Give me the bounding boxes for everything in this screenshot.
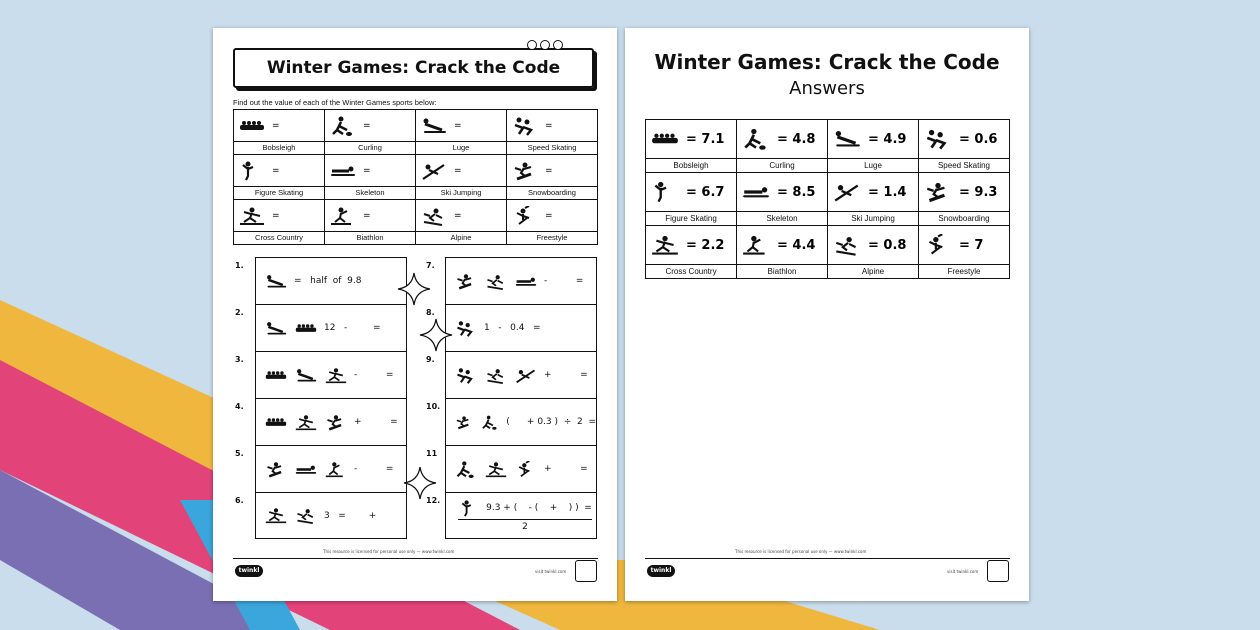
- question-box: [445, 398, 597, 445]
- luge-icon: [264, 273, 288, 290]
- equals-sign: =: [272, 165, 280, 176]
- answer-value: = 6.7: [686, 184, 725, 200]
- alpine-icon: [832, 234, 862, 256]
- figure-skating-icon: [458, 500, 482, 517]
- sport-key-cell: [416, 155, 507, 200]
- bobsleigh-icon: [650, 128, 680, 150]
- sport-label: Alpine: [416, 231, 506, 244]
- sport-label: Ski Jumping: [828, 211, 918, 225]
- sport-label: Speed Skating: [919, 158, 1009, 172]
- luge-icon: [832, 128, 862, 150]
- footer-url: visit twinkl.com: [535, 569, 567, 574]
- sport-label: Skeleton: [325, 186, 415, 199]
- question-expression: - =: [354, 464, 394, 474]
- answer-value: = 4.9: [868, 131, 907, 147]
- sparkle-icon: [403, 466, 437, 500]
- answer-value: = 4.8: [777, 131, 816, 147]
- answer-cell: [828, 173, 919, 226]
- sport-key-cell: [234, 110, 325, 155]
- answer-cell: [737, 173, 828, 226]
- question-expression: + =: [544, 464, 588, 474]
- alpine-icon: [420, 206, 448, 226]
- skeleton-icon: [514, 273, 538, 290]
- answer-cell: [646, 120, 737, 173]
- freestyle-icon: [514, 461, 538, 478]
- question-expression: + =: [544, 370, 588, 380]
- equals-sign: =: [454, 210, 462, 221]
- sport-label: Luge: [416, 141, 506, 154]
- sport-key-cell: [325, 110, 416, 155]
- sport-label: Figure Skating: [646, 211, 736, 225]
- cross-country-icon: [294, 414, 318, 431]
- equals-sign: =: [545, 120, 553, 131]
- equals-sign: =: [272, 120, 280, 131]
- sport-label: Cross Country: [234, 231, 324, 244]
- cross-country-icon: [238, 206, 266, 226]
- footer-note: This resource is licensed for personal use only — www.twinkl.com: [735, 549, 867, 554]
- speed-skating-icon: [454, 367, 478, 384]
- sport-key-cell: [234, 200, 325, 245]
- answer-cell: [919, 120, 1010, 173]
- sport-label: Biathlon: [325, 231, 415, 244]
- sport-label: Biathlon: [737, 264, 827, 278]
- sport-key-cell: [416, 200, 507, 245]
- decorative-circles: [527, 40, 563, 50]
- footer-divider: [645, 558, 1010, 559]
- answer-cell: [828, 226, 919, 279]
- question-number: 5.: [235, 449, 244, 458]
- question-number: 8.: [426, 308, 435, 317]
- question-number: 2.: [235, 308, 244, 317]
- question-denominator: 2: [522, 521, 528, 532]
- worksheet-title: Winter Games: Crack the Code: [266, 58, 561, 78]
- question-expression: 1 - 0.4 =: [484, 323, 541, 333]
- alpine-icon: [294, 507, 318, 524]
- worksheet-page: [213, 28, 617, 601]
- worksheet-title-box: [233, 48, 594, 88]
- bobsleigh-icon: [264, 414, 288, 431]
- question-expression: ( + 0.3 ) ÷ 2 =: [506, 417, 596, 427]
- question-expression: - =: [544, 276, 584, 286]
- sport-key-cell: [507, 155, 598, 200]
- snowboarding-icon: [454, 273, 478, 290]
- luge-icon: [294, 367, 318, 384]
- speed-skating-icon: [511, 116, 539, 136]
- biathlon-icon: [324, 461, 348, 478]
- instruction-text: Find out the value of each of the Winter Games sports below:: [233, 98, 437, 107]
- sport-key-cell: [507, 110, 598, 155]
- equals-sign: =: [363, 210, 371, 221]
- equals-sign: =: [454, 120, 462, 131]
- sport-key-cell: [325, 200, 416, 245]
- sport-label: Freestyle: [507, 231, 597, 244]
- sport-key-cell: [416, 110, 507, 155]
- question-box: [255, 445, 407, 492]
- question-expression: - =: [354, 370, 394, 380]
- question-box: [255, 257, 407, 304]
- sport-label: Figure Skating: [234, 186, 324, 199]
- question-number: 9.: [426, 355, 435, 364]
- biathlon-icon: [741, 234, 771, 256]
- bobsleigh-icon: [238, 116, 266, 136]
- question-box: [255, 398, 407, 445]
- figure-skating-icon: [650, 181, 680, 203]
- question-number: 3.: [235, 355, 244, 364]
- curling-icon: [454, 461, 478, 478]
- answers-grid: [645, 119, 1010, 279]
- sport-key-cell: [234, 155, 325, 200]
- skeleton-icon: [741, 181, 771, 203]
- footer-divider: [233, 558, 598, 559]
- luge-icon: [264, 320, 288, 337]
- sport-label: Curling: [737, 158, 827, 172]
- question-expression: + =: [354, 417, 398, 427]
- alpine-icon: [484, 273, 508, 290]
- biathlon-icon: [329, 206, 357, 226]
- answers-title: Winter Games: Crack the Code: [654, 50, 1000, 74]
- sport-label: Alpine: [828, 264, 918, 278]
- sport-label: Snowboarding: [919, 211, 1009, 225]
- snowboarding-icon: [324, 414, 348, 431]
- answer-value: = 0.8: [868, 237, 907, 253]
- ski-jumping-icon: [832, 181, 862, 203]
- answer-value: = 0.6: [959, 131, 998, 147]
- question-box: [445, 445, 597, 492]
- answer-value: = 7: [959, 237, 984, 253]
- sport-label: Bobsleigh: [234, 141, 324, 154]
- equals-sign: =: [545, 165, 553, 176]
- answer-cell: [828, 120, 919, 173]
- answer-value: = 9.3: [959, 184, 998, 200]
- twinkl-logo: twinkl: [235, 565, 263, 577]
- sport-label: Freestyle: [919, 264, 1009, 278]
- answer-value: = 1.4: [868, 184, 907, 200]
- answer-cell: [737, 226, 828, 279]
- curling-icon: [329, 116, 357, 136]
- question-number: 1.: [235, 261, 244, 270]
- sport-label: Ski Jumping: [416, 186, 506, 199]
- question-number: 7.: [426, 261, 435, 270]
- equals-sign: =: [363, 120, 371, 131]
- answers-subtitle: Answers: [789, 78, 865, 99]
- snowboarding-icon: [454, 414, 474, 431]
- answer-value: = 7.1: [686, 131, 725, 147]
- speed-skating-icon: [454, 320, 478, 337]
- ski-jumping-icon: [420, 161, 448, 181]
- snowboarding-icon: [923, 181, 953, 203]
- skeleton-icon: [329, 161, 357, 181]
- ski-jumping-icon: [514, 367, 538, 384]
- question-expression: 12 - =: [324, 323, 381, 333]
- badge-icon: [987, 560, 1009, 582]
- sport-key-cell: [325, 155, 416, 200]
- question-box: [445, 304, 597, 351]
- sparkle-icon: [397, 272, 431, 306]
- question-expression: 3 = +: [324, 510, 377, 521]
- luge-icon: [420, 116, 448, 136]
- cross-country-icon: [264, 507, 288, 524]
- cross-country-icon: [484, 461, 508, 478]
- answer-cell: [646, 226, 737, 279]
- sport-label: Cross Country: [646, 264, 736, 278]
- question-box: [445, 492, 597, 539]
- bobsleigh-icon: [294, 320, 318, 337]
- sparkle-icon: [419, 318, 453, 352]
- sport-label: Curling: [325, 141, 415, 154]
- question-box: [445, 257, 597, 304]
- sport-label: Snowboarding: [507, 186, 597, 199]
- question-number: 6.: [235, 496, 244, 505]
- snowboarding-icon: [511, 161, 539, 181]
- sport-label: Bobsleigh: [646, 158, 736, 172]
- sports-key-grid: [233, 109, 598, 245]
- freestyle-icon: [511, 206, 539, 226]
- curling-icon: [480, 414, 500, 431]
- question-box: [255, 351, 407, 398]
- sport-label: Speed Skating: [507, 141, 597, 154]
- question-box: [255, 492, 407, 539]
- equals-sign: =: [363, 165, 371, 176]
- answer-cell: [737, 120, 828, 173]
- sport-label: Luge: [828, 158, 918, 172]
- answer-cell: [919, 173, 1010, 226]
- skeleton-icon: [294, 461, 318, 478]
- question-expression: = half of 9.8: [294, 276, 362, 286]
- freestyle-icon: [923, 234, 953, 256]
- question-number: 11: [426, 449, 438, 458]
- equals-sign: =: [545, 210, 553, 221]
- answer-cell: [646, 173, 737, 226]
- answer-value: = 4.4: [777, 237, 816, 253]
- badge-icon: [575, 560, 597, 582]
- sport-label: Skeleton: [737, 211, 827, 225]
- cross-country-icon: [650, 234, 680, 256]
- sport-key-cell: [507, 200, 598, 245]
- question-number: 4.: [235, 402, 244, 411]
- cross-country-icon: [324, 367, 348, 384]
- equals-sign: =: [454, 165, 462, 176]
- answer-value: = 2.2: [686, 237, 725, 253]
- answer-value: = 8.5: [777, 184, 816, 200]
- answers-page: [625, 28, 1029, 601]
- question-expression: 9.3 + ( - ( + ) ) =: [486, 503, 592, 513]
- question-box: [445, 351, 597, 398]
- alpine-icon: [484, 367, 508, 384]
- question-box: [255, 304, 407, 351]
- equals-sign: =: [272, 210, 280, 221]
- speed-skating-icon: [923, 128, 953, 150]
- question-number: 12.: [426, 496, 441, 505]
- footer-note: This resource is licensed for personal use only — www.twinkl.com: [323, 549, 455, 554]
- curling-icon: [741, 128, 771, 150]
- footer-url: visit twinkl.com: [947, 569, 979, 574]
- question-number: 10.: [426, 402, 441, 411]
- figure-skating-icon: [238, 161, 266, 181]
- bobsleigh-icon: [264, 367, 288, 384]
- twinkl-logo: twinkl: [647, 565, 675, 577]
- snowboarding-icon: [264, 461, 288, 478]
- answer-cell: [919, 226, 1010, 279]
